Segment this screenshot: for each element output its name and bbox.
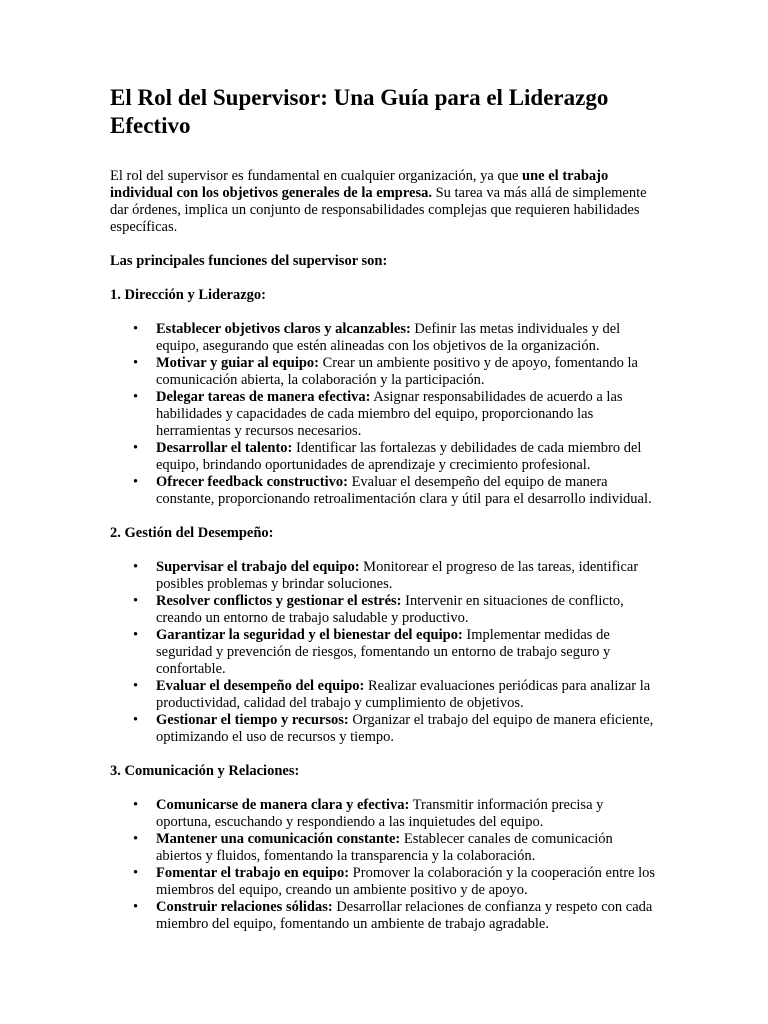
document-page: [110, 84, 658, 950]
list-item-heading: Establecer objetivos claros y alcanzables:: [156, 321, 411, 337]
list-item: [133, 797, 658, 831]
list-item: [133, 593, 658, 627]
list-item: [133, 559, 658, 593]
section-title: 2. Gestión del Desempeño:: [110, 525, 274, 541]
bullet-list: [110, 797, 658, 933]
list-item: [133, 899, 658, 933]
list-item-heading: Garantizar la seguridad y el bienestar del equipo:: [156, 627, 463, 643]
list-item-text: Crear un ambiente positivo y de apoyo, fomentando la comunicación abierta, la colaboración y la participación.: [156, 355, 638, 388]
bullet-icon: •: [133, 355, 139, 371]
list-item-text: Realizar evaluaciones periódicas para analizar la productividad, calidad del trabajo y cumplimiento de objetivos.: [156, 678, 651, 711]
list-item-text: Intervenir en situaciones de conflicto, creando un entorno de trabajo saludable y productivo.: [156, 593, 624, 626]
sections-container: [110, 287, 658, 933]
bullet-icon: •: [133, 899, 139, 915]
bullet-icon: •: [133, 474, 139, 490]
intro-text-end: Su tarea va más allá de simplemente dar órdenes, implica un conjunto de responsabilidades complejas que requieren habilidades específicas.: [110, 185, 647, 235]
list-item-heading: Mantener una comunicación constante:: [156, 831, 401, 847]
bullet-icon: •: [133, 797, 139, 813]
list-item-text: Organizar el trabajo del equipo de manera eficiente, optimizando el uso de recursos y tiempo.: [156, 712, 654, 745]
bullet-icon: •: [133, 678, 139, 694]
list-item: [133, 321, 658, 355]
list-item-heading: Desarrollar el talento:: [156, 440, 293, 456]
list-item-text: Evaluar el desempeño del equipo de manera constante, proporcionando retroalimentación clara y útil para el desarrollo individual.: [156, 474, 652, 507]
list-item: [133, 389, 658, 440]
list-item: [133, 865, 658, 899]
list-item-heading: Construir relaciones sólidas:: [156, 899, 333, 915]
bullet-icon: •: [133, 559, 139, 575]
list-item: [133, 474, 658, 508]
bullet-list: [110, 559, 658, 746]
bullet-icon: •: [133, 831, 139, 847]
list-item-heading: Fomentar el trabajo en equipo:: [156, 865, 350, 881]
bullet-icon: •: [133, 627, 139, 643]
list-item: [133, 627, 658, 678]
list-item-text: Identificar las fortalezas y debilidades de cada miembro del equipo, brindando oportunidades de aprendizaje y crecimiento profesional.: [156, 440, 642, 473]
list-item-heading: Gestionar el tiempo y recursos:: [156, 712, 349, 728]
list-item-text: Establecer canales de comunicación abiertos y fluidos, fomentando la transparencia y la colaboración.: [156, 831, 613, 864]
list-item: [133, 440, 658, 474]
list-item-heading: Delegar tareas de manera efectiva:: [156, 389, 371, 405]
list-item-heading: Evaluar el desempeño del equipo:: [156, 678, 365, 694]
bullet-icon: •: [133, 593, 139, 609]
list-item-text: Implementar medidas de seguridad y prevención de riesgos, fomentando un entorno de trabajo seguro y confortable.: [156, 627, 611, 677]
bullet-icon: •: [133, 712, 139, 728]
list-item-heading: Motivar y guiar al equipo:: [156, 355, 319, 371]
list-item: [133, 678, 658, 712]
bullet-icon: •: [133, 440, 139, 456]
bullet-icon: •: [133, 389, 139, 405]
list-item-heading: Supervisar el trabajo del equipo:: [156, 559, 360, 575]
intro-text-start: El rol del supervisor es fundamental en cualquier organización, ya que: [110, 168, 523, 184]
intro-bold-text: une el trabajo individual con los objetivos generales de la empresa.: [110, 168, 609, 201]
list-item-heading: Resolver conflictos y gestionar el estrés:: [156, 593, 402, 609]
functions-heading: Las principales funciones del supervisor son:: [110, 253, 388, 269]
list-item-text: Asignar responsabilidades de acuerdo a las habilidades y capacidades de cada miembro del equipo, proporcionando las herramientas y recursos necesarios.: [156, 389, 623, 439]
list-item-heading: Ofrecer feedback constructivo:: [156, 474, 348, 490]
list-item-text: Desarrollar relaciones de confianza y respeto con cada miembro del equipo, fomentando un ambiente de trabajo agradable.: [156, 899, 653, 932]
list-item-text: Monitorear el progreso de las tareas, identificar posibles problemas y brindar soluciones.: [156, 559, 639, 592]
list-item: [133, 712, 658, 746]
list-item-text: Transmitir información precisa y oportuna, escuchando y respondiendo a las inquietudes del equipo.: [156, 797, 604, 830]
bullet-icon: •: [133, 865, 139, 881]
list-item-text: Promover la colaboración y la cooperación entre los miembros del equipo, creando un ambiente positivo y de apoyo.: [156, 865, 656, 898]
list-item: [133, 355, 658, 389]
list-item-text: Definir las metas individuales y del equipo, asegurando que estén alineadas con los objetivos de la organización.: [156, 321, 621, 354]
section-title: 3. Comunicación y Relaciones:: [110, 763, 300, 779]
list-item: [133, 831, 658, 865]
section-title: 1. Dirección y Liderazgo:: [110, 287, 266, 303]
bullet-icon: •: [133, 321, 139, 337]
list-item-heading: Comunicarse de manera clara y efectiva:: [156, 797, 410, 813]
intro-paragraph: [110, 168, 658, 236]
document-title: El Rol del Supervisor: Una Guía para el Liderazgo Efectivo: [110, 85, 609, 138]
bullet-list: [110, 321, 658, 508]
